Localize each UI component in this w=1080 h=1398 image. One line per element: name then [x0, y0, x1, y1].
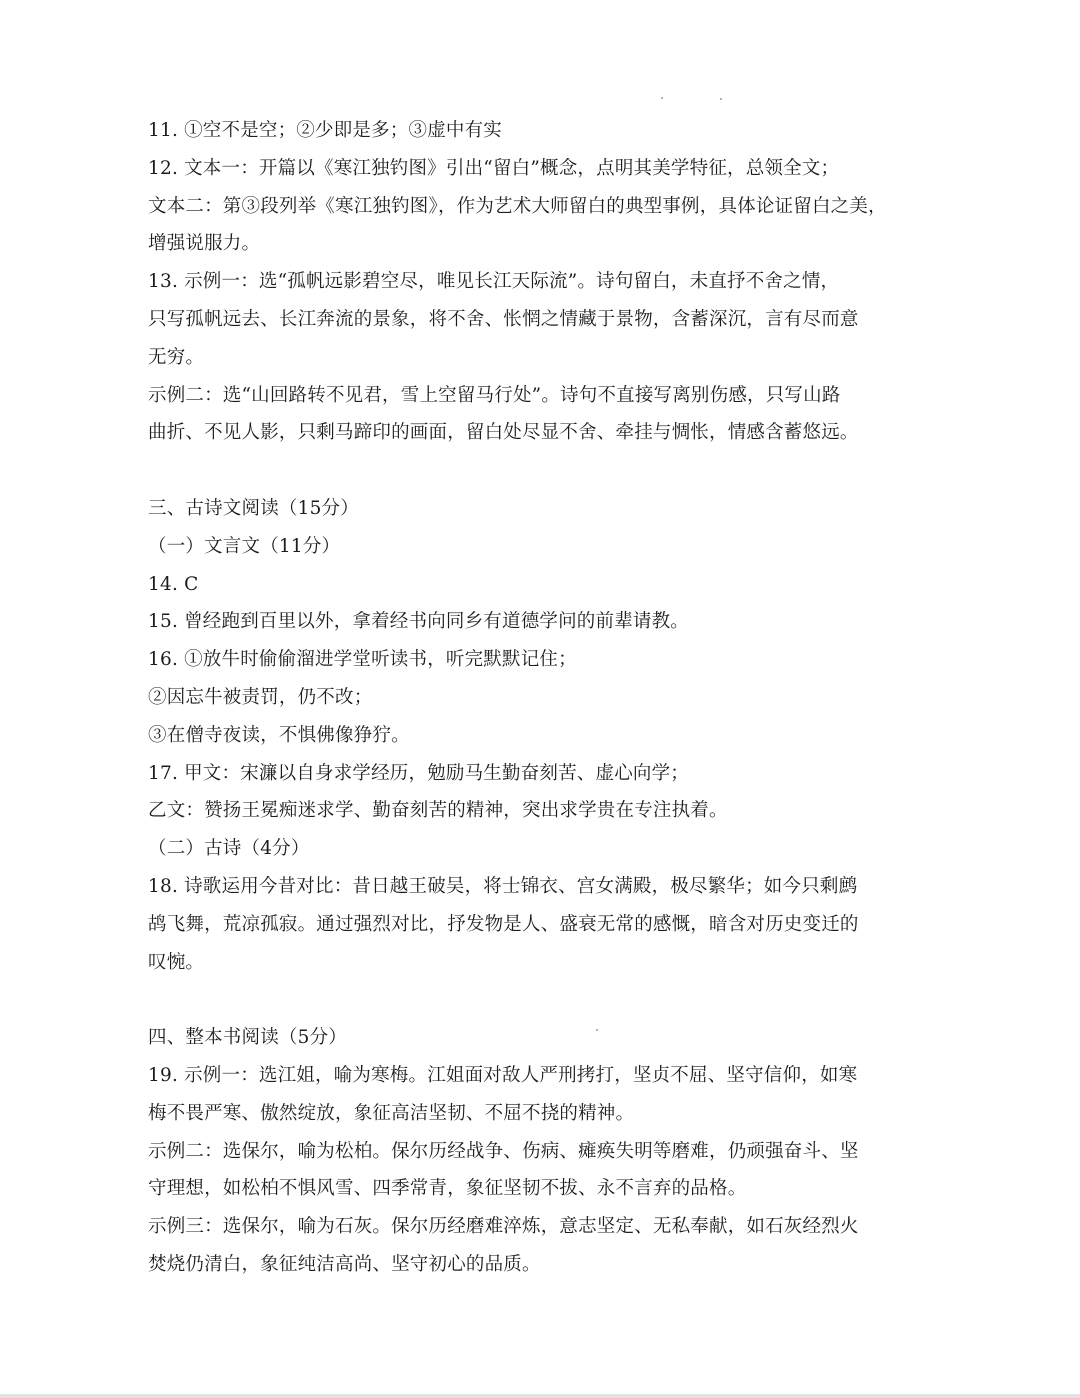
answer-13-example-2-line-2: 曲折、不见人影，只剩马蹄印的画面，留白处尽显不舍、牵挂与惆怅，情感含蓄悠远。: [148, 422, 859, 444]
answer-13-line-1: 13. 示例一：选“孤帆远影碧空尽，唯见长江天际流”。诗句留白，未直抒不舍之情，: [148, 271, 840, 293]
answer-11: 11. ①空不是空；②少即是多；③虚中有实: [148, 120, 503, 141]
answer-12-line-2: 文本二：第③段列举《寒江独钓图》，作为艺术大师留白的典型事例，具体论证留白之美，: [148, 195, 887, 217]
section-spacer: [148, 452, 908, 490]
answer-16-line-1: 16. ①放牛时偷偷溜进学堂听读书，听完默默记住；: [148, 649, 577, 671]
answer-16-line-2: ②因忘牛被责罚，仍不改；: [148, 686, 373, 708]
answer-13-line-3: 无穷。: [148, 346, 205, 368]
subsection-heading-classical-prose: （一）文言文（11分）: [148, 535, 341, 557]
answer-19-example-2-line-1: 示例二：选保尔，喻为松柏。保尔历经战争、伤病、瘫痪失明等磨难，仍顽强奋斗、坚: [148, 1140, 859, 1162]
answer-13-example-2-line-1: 示例二：选“山回路转不见君，雪上空留马行处”。诗句不直接写离别伤感，只写山路: [148, 384, 841, 406]
answer-16-line-3: ③在僧寺夜读，不惧佛像狰狞。: [148, 724, 410, 746]
section-spacer: [148, 981, 908, 1019]
answer-12-line-3: 增强说服力。: [148, 233, 261, 255]
scan-bottom-edge: [0, 1394, 1080, 1398]
answer-18-line-3: 叹惋。: [148, 951, 205, 973]
answer-19-example-3-line-1: 示例三：选保尔，喻为石灰。保尔历经磨难淬炼，意志坚定、无私奉献，如石灰经烈火: [148, 1216, 859, 1238]
answer-text-body: [148, 112, 908, 1284]
answer-19-example-3-line-2: 焚烧仍清白，象征纯洁高尚、坚守初心的品质。: [148, 1253, 541, 1275]
subsection-heading-poetry: （二）古诗（4分）: [148, 838, 310, 860]
section-heading-4: 四、整本书阅读（5分）: [148, 1027, 347, 1049]
answer-13-line-2: 只写孤帆远去、长江奔流的景象，将不舍、怅惘之情藏于景物，含蓄深沉，言有尽而意: [148, 308, 859, 330]
scan-speck: [596, 1029, 598, 1031]
answer-18-line-2: 鸪飞舞，荒凉孤寂。通过强烈对比，抒发物是人、盛衰无常的感慨，暗含对历史变迁的: [148, 913, 859, 935]
scan-speck: [661, 97, 663, 99]
answer-19-example-2-line-2: 守理想，如松柏不惧风雪、四季常青，象征坚韧不拔、永不言弃的品格。: [148, 1178, 747, 1200]
answer-17-line-1: 17. 甲文：宋濂以自身求学经历，勉励马生勤奋刻苦、虚心向学；: [148, 762, 690, 784]
answer-12-line-1: 12. 文本一：开篇以《寒江独钓图》引出“留白”概念，点明其美学特征，总领全文；: [148, 157, 840, 179]
answer-17-line-2: 乙文：赞扬王冕痴迷求学、勤奋刻苦的精神，突出求学贵在专注执着。: [148, 800, 728, 822]
answer-14: 14. C: [148, 573, 199, 595]
answer-19-example-1-line-2: 梅不畏严寒、傲然绽放，象征高洁坚韧、不屈不挠的精神。: [148, 1102, 635, 1124]
scan-speck: [720, 98, 722, 100]
answer-15: 15. 曾经跑到百里以外，拿着经书向同乡有道德学问的前辈请教。: [148, 611, 690, 633]
section-heading-3: 三、古诗文阅读（15分）: [148, 497, 359, 519]
answer-18-line-1: 18. 诗歌运用今昔对比：昔日越王破吴，将士锦衣、宫女满殿，极尽繁华；如今只剩鹧: [148, 875, 858, 897]
answer-19-example-1-line-1: 19. 示例一：选江姐，喻为寒梅。江姐面对敌人严刑拷打，坚贞不屈、坚守信仰，如寒: [148, 1064, 858, 1086]
